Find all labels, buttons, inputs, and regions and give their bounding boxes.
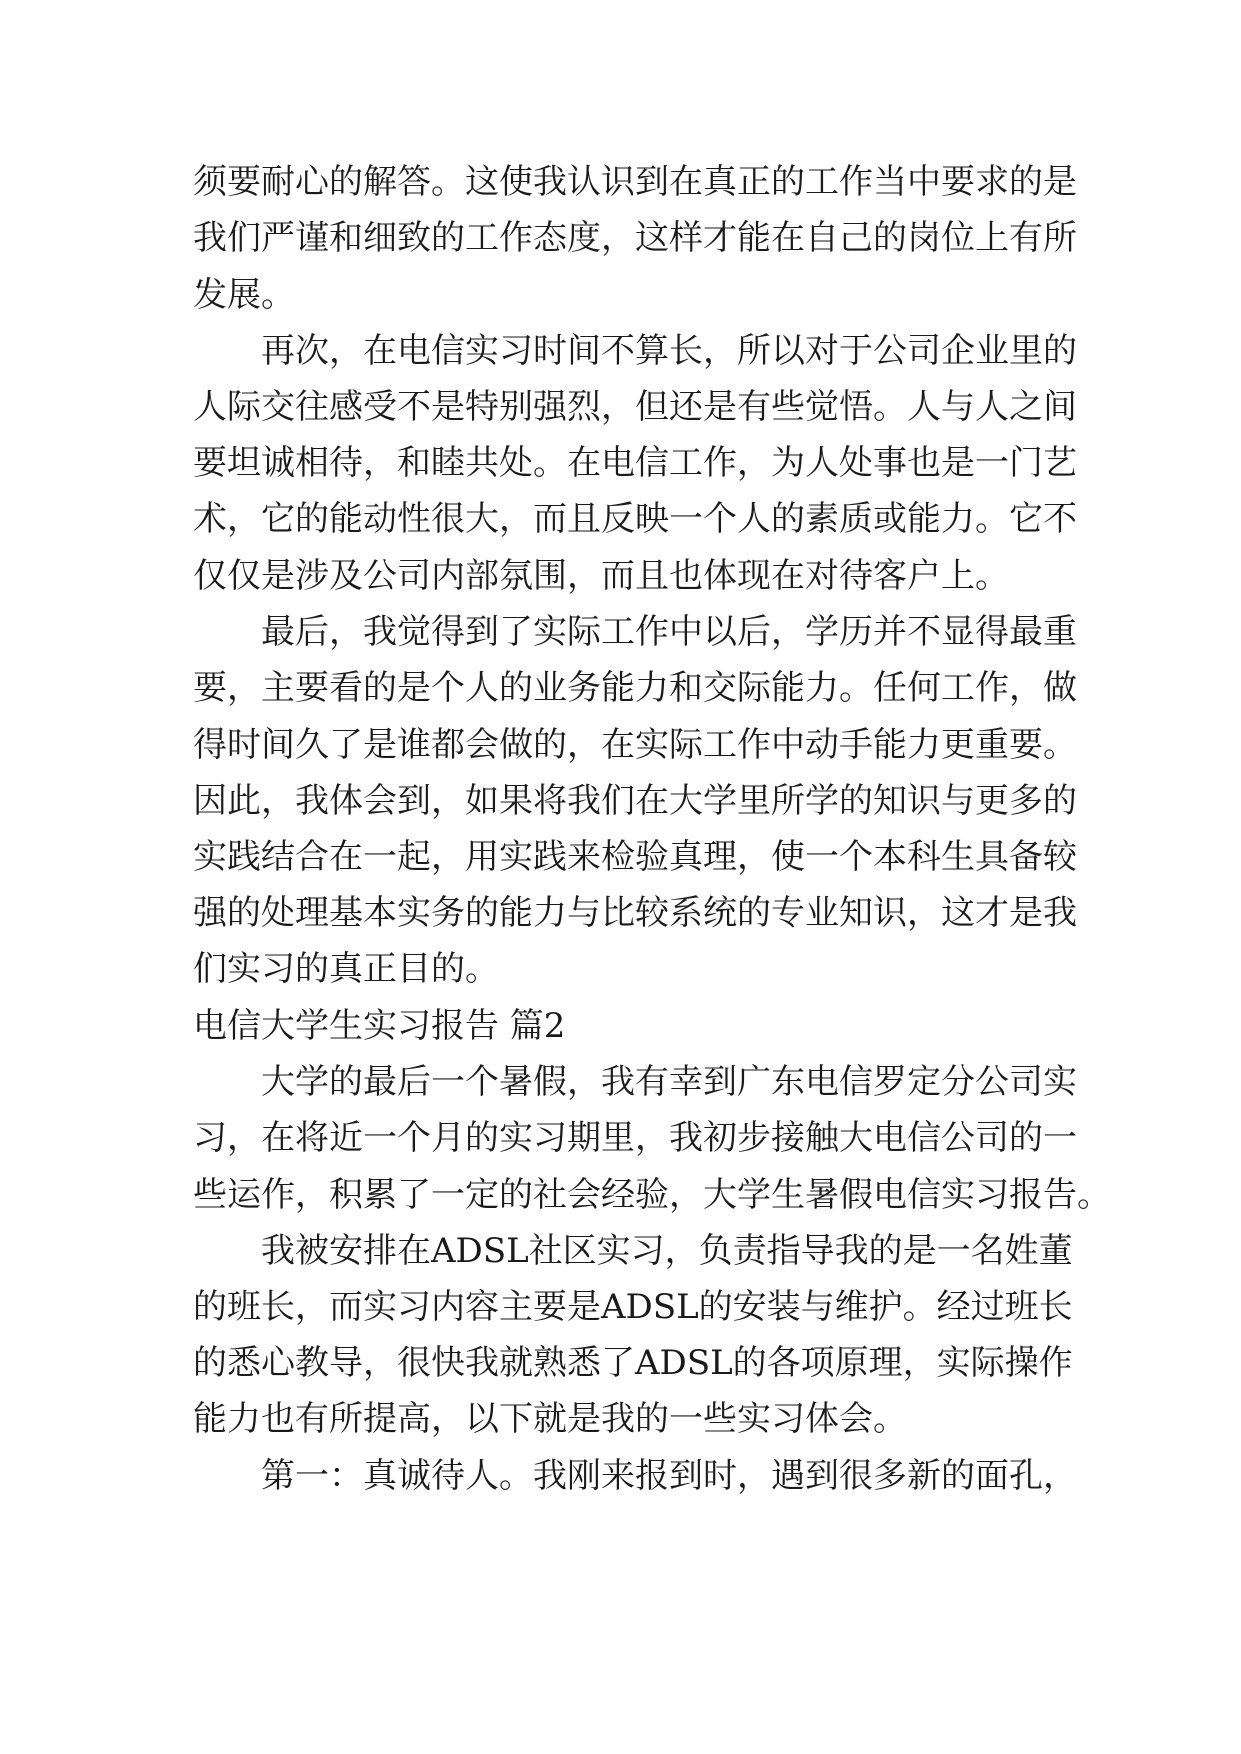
text-line: 要坦诚相待，和睦共处。在电信工作，为人处事也是一门艺	[193, 443, 1077, 483]
text-line: 要，主要看的是个人的业务能力和交际能力。任何工作，做	[193, 668, 1077, 708]
text-line: 强的处理基本实务的能力与比较系统的专业知识，这才是我	[193, 893, 1077, 933]
text-line: 发展。	[193, 275, 295, 315]
paragraph-first-line: 我被安排在ADSL社区实习，负责指导我的是一名姓董	[261, 1231, 1073, 1271]
text-line: 因此，我体会到，如果将我们在大学里所学的知识与更多的	[193, 781, 1077, 821]
text-line: 须要耐心的解答。这使我认识到在真正的工作当中要求的是	[193, 162, 1077, 202]
text-line: 些运作，积累了一定的社会经验，大学生暑假电信实习报告。	[193, 1175, 1111, 1215]
text-line: 仅仅是涉及公司内部氛围，而且也体现在对待客户上。	[193, 556, 1009, 596]
text-line: 们实习的真正目的。	[193, 949, 499, 989]
paragraph-first-line: 第一：真诚待人。我刚来报到时，遇到很多新的面孔，	[261, 1456, 1077, 1496]
text-line: 的悉心教导，很快我就熟悉了ADSL的各项原理，实际操作	[193, 1343, 1073, 1383]
text-line: 的班长，而实习内容主要是ADSL的安装与维护。经过班长	[193, 1287, 1073, 1327]
section-heading: 电信大学生实习报告 篇2	[193, 1006, 566, 1046]
paragraph-first-line: 最后，我觉得到了实际工作中以后，学历并不显得最重	[261, 612, 1077, 652]
paragraph-first-line: 大学的最后一个暑假，我有幸到广东电信罗定分公司实	[261, 1062, 1077, 1102]
text-line: 术，它的能动性很大，而且反映一个人的素质或能力。它不	[193, 499, 1077, 539]
text-line: 习，在将近一个月的实习期里，我初步接触大电信公司的一	[193, 1118, 1077, 1158]
paragraph-first-line: 再次，在电信实习时间不算长，所以对于公司企业里的	[261, 331, 1077, 371]
text-line: 能力也有所提高，以下就是我的一些实习体会。	[193, 1399, 907, 1439]
text-line: 得时间久了是谁都会做的，在实际工作中动手能力更重要。	[193, 725, 1077, 765]
text-line: 我们严谨和细致的工作态度，这样才能在自己的岗位上有所	[193, 218, 1077, 258]
text-line: 实践结合在一起，用实践来检验真理，使一个本科生具备较	[193, 837, 1077, 877]
text-line: 人际交往感受不是特别强烈，但还是有些觉悟。人与人之间	[193, 387, 1077, 427]
